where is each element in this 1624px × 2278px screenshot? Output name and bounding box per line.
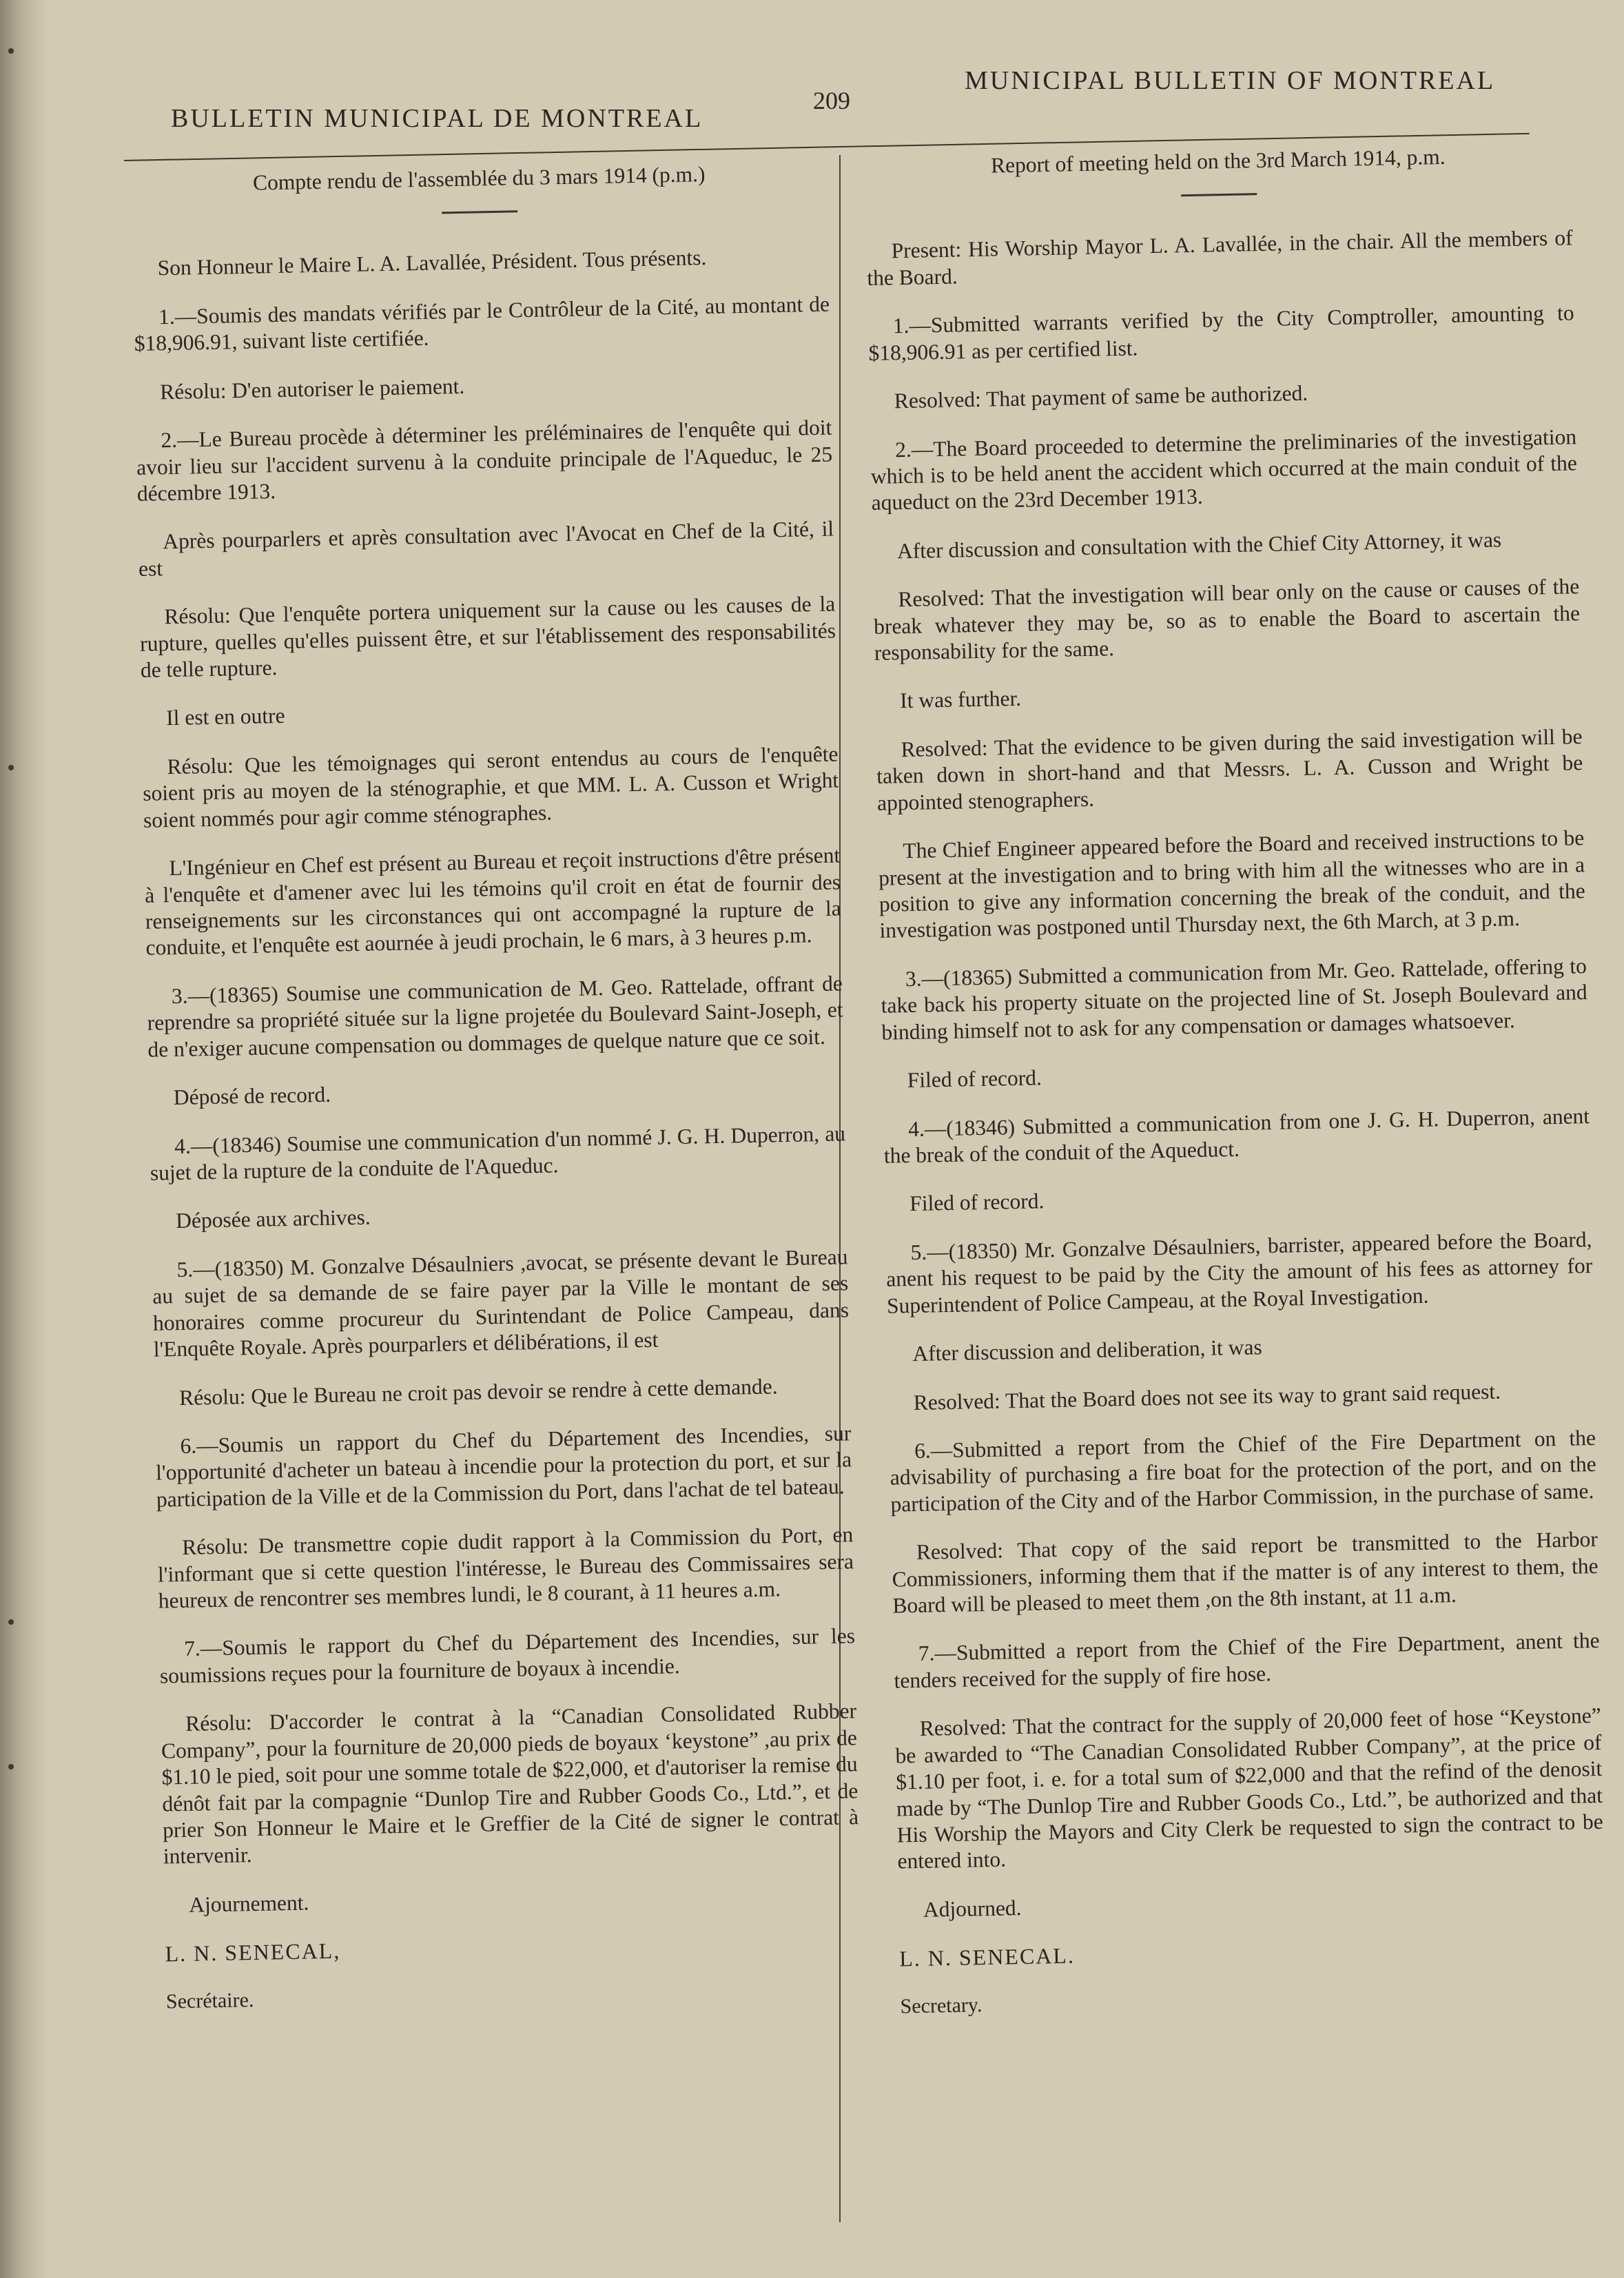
french-paragraph: 3.—(18365) Soumise une communication de M. Geo. Rattelade, offrant de reprendre sa propriété située sur la ligne projetée du Boulevard Saint-Joseph, et de n'exiger aucune compensation ou dommages de quelque nature que ce soit.: [147, 971, 843, 1062]
english-signature: L. N. SENECAL.: [898, 1942, 1076, 1971]
french-signature: L. N. SENECAL,: [165, 1938, 341, 1967]
french-paragraph: 2.—Le Bureau procède à déterminer les préléminaires de l'enquête qui doit avoir lieu sur l'accident survenu à la conduite principale de l'Aqueduc, le 25 décembre 1913.: [136, 415, 833, 506]
english-paragraph: 6.—Submitted a report from the Chief of the Fire Department on the advisability of purchasing a fire boat for the protection of the port, and on the participation of the City and of the Harbor Commission, in the purchase of same.: [890, 1425, 1597, 1517]
english-paragraph: Resolved: That the investigation will bear only on the cause or causes of the break whatever they may be, so as to enable the Board to ascertain the responsability for the same.: [873, 574, 1581, 665]
french-title: Compte rendu de l'assemblée du 3 mars 1914 (p.m.): [252, 162, 706, 195]
english-paragraph: 7.—Submitted a report from the Chief of the Fire Department, anent the tenders received for the supply of fire hose.: [894, 1628, 1600, 1693]
french-column: [131, 159, 863, 2038]
english-paragraph: The Chief Engineer appeared before the Board and received instructions to be present at the investigation and to bring with him all the witnesses who are in a position to give any information concerning the break of the conduit, and the investigation was postponed until Thursday next, the 6th March, at 3 p.m.: [878, 825, 1586, 943]
english-paragraph: After discussion and deliberation, it was: [912, 1335, 1263, 1366]
english-paragraph: Resolved: That copy of the said report be transmitted to the Harbor Commissioners, informing them that if the matter is of any interest to them, the Board will be pleased to meet them ,on the 8th instant, at 11 a.m.: [892, 1527, 1599, 1618]
french-paragraph: Déposé de record.: [173, 1082, 331, 1110]
english-paragraph: It was further.: [899, 686, 1022, 713]
english-paragraph: Adjourned.: [923, 1895, 1022, 1922]
french-paragraph: Résolu: D'en autoriser le paiement.: [159, 373, 465, 404]
french-paragraph: 4.—(18346) Soumise une communication d'un nommé J. G. H. Duperron, au sujet de la rupture de la conduite de l'Aqueduc.: [150, 1120, 846, 1185]
french-paragraph: Résolu: Que le Bureau ne croit pas devoir se rendre à cette demande.: [178, 1373, 778, 1410]
french-paragraph: Il est en outre: [165, 704, 285, 730]
french-paragraph: Résolu: Que les témoignages qui seront entendus au cours de l'enquête soient pris au moyen de la sténographie, et que MM. L. A. Cusson et Wright soient nommés pour agir comme sténographes.: [142, 741, 839, 832]
binding-hole: [8, 1619, 14, 1625]
english-paragraph: Resolved: That the evidence to be given during the said investigation will be taken down in short-hand and that Messrs. L. A. Cusson and Wright be appointed stenographers.: [876, 724, 1583, 815]
page-number: 209: [813, 87, 850, 114]
english-paragraph: 4.—(18346) Submitted a communication from one J. G. H. Duperron, anent the break of the conduit of the Aqueduct.: [883, 1103, 1590, 1168]
french-paragraph: 1.—Soumis des mandats vérifiés par le Contrôleur de la Cité, au montant de $18,906.91, suivant liste certifiée.: [134, 291, 830, 356]
english-paragraph: Resolved: That the Board does not see its way to grant said request.: [913, 1379, 1501, 1415]
header-right-title: MUNICIPAL BULLETIN OF MONTREAL: [965, 66, 1496, 95]
french-paragraph: 5.—(18350) M. Gonzalve Désaulniers ,avocat, se présente devant le Bureau au sujet de sa demande de se faire payer par la Ville le montant de ses honoraires comme procureur du Surintendant de Police Campeau, dans l'Enquête Royale. Après pourparlers et délibérations, il est: [152, 1244, 850, 1362]
french-paragraph: Ajournement.: [188, 1890, 309, 1917]
french-paragraph: 7.—Soumis le rapport du Chef du Département des Incendies, sur les soumissions reçues pour la fourniture de boyaux à incendie.: [159, 1623, 856, 1688]
french-paragraph: 6.—Soumis un rapport du Chef du Département des Incendies, sur l'opportunité d'acheter un bateau à incendie pour la protection du port, et sur la participation de la Ville et de la Commission du Port, dans l'achat de tel bateau.: [155, 1421, 852, 1512]
binding-hole: [8, 48, 14, 54]
english-paragraph: Resolved: That the contract for the supply of 20,000 feet of hose “Keystone” be awarded to “The Canadian Consolidated Rubber Company”, at the price of $1.10 per foot, i. e. for a total sum of $22,000 and that the refind of the denosit made by “The Dunlop Tire and Rubber Goods Co., Ltd.”, be authorized and that His Worship the Mayors and City Clerk be requested to sign the contract to be entered into.: [895, 1703, 1603, 1874]
french-paragraph: Résolu: De transmettre copie dudit rapport à la Commission du Port, en l'informant que si cette question l'intéresse, le Bureau des Commissaires sera heureux de rencontrer ses membres lundi, le 8 courant, à 11 heures a.m.: [157, 1522, 854, 1613]
french-minutes: [132, 243, 860, 1919]
english-column: [865, 141, 1607, 2042]
french-signature-title: Secrétaire.: [165, 1989, 254, 2013]
english-paragraph: Present: His Worship Mayor L. A. Lavallée, in the chair. All the members of the Board.: [867, 225, 1573, 290]
english-title: Report of meeting held on the 3rd March 1914, p.m.: [990, 144, 1446, 178]
french-title-rule: [442, 211, 517, 214]
french-paragraph: Déposée aux archives.: [175, 1204, 371, 1233]
english-paragraph: After discussion and consultation with the Chief City Attorney, it was: [896, 527, 1502, 563]
english-title-rule: [1181, 194, 1257, 197]
english-signature-title: Secretary.: [900, 1993, 983, 2018]
french-paragraph: Résolu: Que l'enquête portera uniquement sur la cause ou les causes de la rupture, quelles qu'elles puissent être, et sur l'établissement des responsabilités de telle rupture.: [139, 591, 836, 682]
french-paragraph: L'Ingénieur en Chef est présent au Bureau et reçoit instructions d'être présent à l'enquête et d'amener avec lui les témoins qu'il croit en état de fournir des renseignements sur les circonstances qui ont accompagné la rupture de la conduite, et l'enquête est aournée à jeudi prochain, le 6 mars, à 3 heures p.m.: [144, 843, 842, 961]
english-paragraph: Resolved: That payment of same be authorized.: [894, 380, 1308, 413]
binding-hole: [8, 1764, 14, 1769]
french-paragraph: Résolu: D'accorder le contrat à la “Canadian Consolidated Rubber Company”, pour la fourniture de 20,000 pieds de boyaux ‘keystone” ,au prix de $1.10 le pied, soit pour une somme totale de $22,000, et d'autoriser la remise du dénôt fait par la compagnie “Dunlop Tire and Rubber Goods Co., Ltd.”, et de prier Son Honneur le Maire et le Greffier de la Cité de signer le contrat à intervenir.: [161, 1699, 859, 1869]
english-paragraph: Filed of record.: [909, 1189, 1045, 1216]
english-paragraph: 5.—(18350) Mr. Gonzalve Désaulniers, barrister, appeared before the Board, anent his request to be paid by the City the amount of his fees as attorney for Superintendent of Police Campeau, at the Royal Investigation.: [885, 1227, 1593, 1318]
english-paragraph: 1.—Submitted warrants verified by the City Comptroller, amounting to $18,906.91 as per certified list.: [868, 300, 1574, 365]
binding-hole: [8, 765, 14, 770]
english-paragraph: 3.—(18365) Submitted a communication from Mr. Geo. Rattelade, offering to take back his property situate on the projected line of St. Joseph Boulevard and binding himself not to ask for any compensation or damages whatsoever.: [881, 953, 1587, 1045]
french-paragraph: Son Honneur le Maire L. A. Lavallée, Président. Tous présents.: [157, 245, 707, 280]
french-paragraph: Après pourparlers et après consultation avec l'Avocat en Chef de la Cité, il est: [138, 516, 834, 581]
header-left-title: BULLETIN MUNICIPAL DE MONTREAL: [171, 104, 703, 133]
english-paragraph: 2.—The Board proceeded to determine the preliminaries of the investigation which is to be held anent the accident which occurred at the main conduit of the aqueduct on the 23rd December 1913.: [870, 424, 1578, 515]
english-minutes: [866, 225, 1605, 1924]
english-paragraph: Filed of record.: [907, 1065, 1042, 1093]
